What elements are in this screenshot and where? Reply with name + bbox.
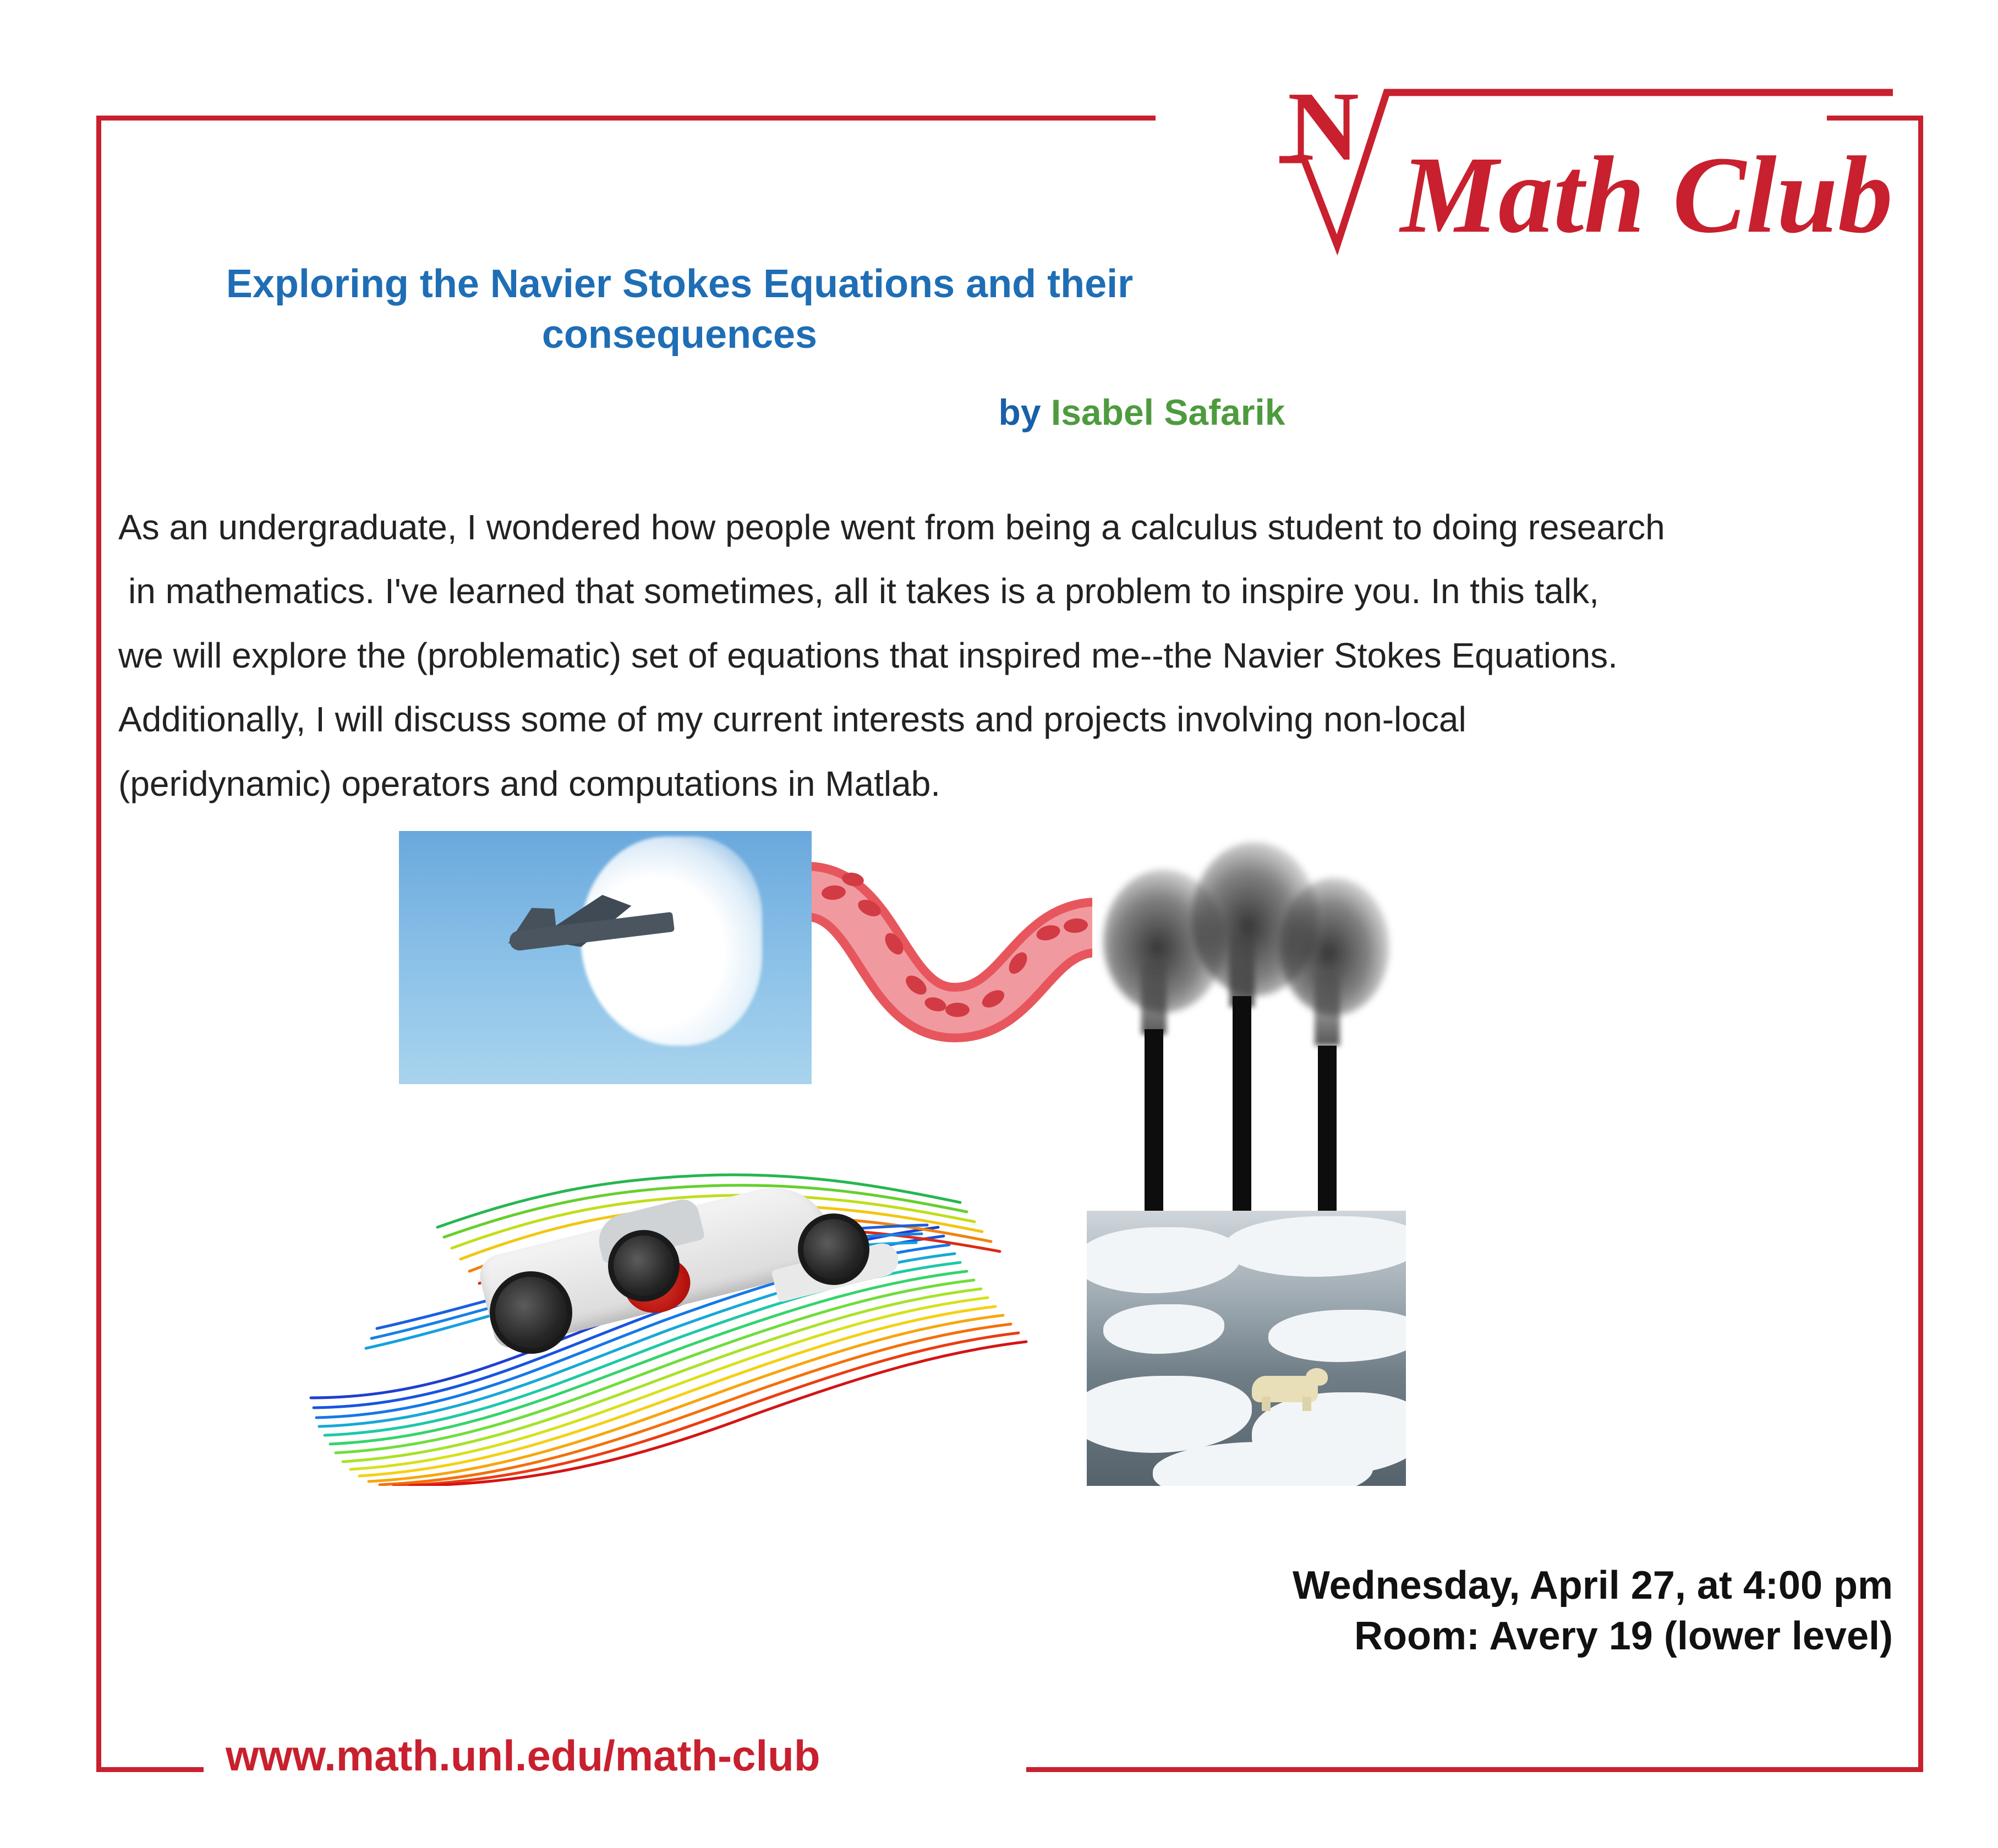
chimney-shape (1145, 1029, 1163, 1211)
logo-wordmark: Math Club (1400, 134, 1893, 256)
cfd-car-image (300, 1090, 1087, 1486)
math-club-url[interactable]: www.math.unl.edu/math-club (226, 1731, 820, 1780)
ice-floe-shape (1268, 1310, 1406, 1362)
ice-floe-shape (1224, 1216, 1406, 1277)
smokestacks-image (1092, 831, 1406, 1211)
chimney-shape (1233, 996, 1251, 1211)
blood-vessel-image (812, 831, 1092, 1084)
ice-floe-shape (1087, 1227, 1241, 1293)
event-location: Room: Avery 19 (lower level) (1354, 1614, 1893, 1659)
talk-title: Exploring the Navier Stokes Equations and their consequences (226, 262, 1134, 357)
abstract-line: (peridynamic) operators and computations in Matlab. (118, 763, 941, 803)
border-left (96, 116, 101, 1772)
car-wheel-shape (608, 1230, 680, 1302)
polar-bear-leg-shape (1302, 1397, 1311, 1411)
logo-letter-n: N (1288, 72, 1357, 181)
byline-by-word: by (998, 392, 1041, 433)
poster-flyer (96, 72, 1923, 1780)
byline (757, 391, 1527, 434)
car-wheel-shape (490, 1271, 572, 1354)
math-club-logo (1260, 72, 1909, 259)
abstract-line: Additionally, I will discuss some of my current interests and projects involving non-local (118, 699, 1466, 740)
border-bottom-left (96, 1767, 204, 1772)
smoke-column-shape (1141, 963, 1167, 1035)
abstract-line: in mathematics. I've learned that sometimes, all it takes is a problem to inspire you. In this talk, (128, 571, 1599, 611)
border-right (1918, 116, 1923, 1772)
border-bottom-right (1026, 1767, 1923, 1772)
ice-floe-shape (1087, 1376, 1252, 1453)
border-top-left (96, 116, 1156, 121)
speaker-name: Isabel Safarik (1050, 392, 1285, 433)
smoke-column-shape (1315, 974, 1340, 1046)
chimney-shape (1318, 1046, 1337, 1211)
vapor-cone-shape (581, 836, 762, 1046)
polar-bear-head-shape (1306, 1368, 1328, 1386)
polar-bear-ice-image (1087, 1211, 1406, 1486)
event-details (1293, 1560, 1893, 1661)
abstract-line: we will explore the (problematic) set of equations that inspired me--the Navier Stokes Equations. (118, 635, 1618, 675)
jet-sonic-boom-image (399, 831, 812, 1084)
polar-bear-leg-shape (1262, 1397, 1271, 1411)
image-collage (300, 831, 1406, 1486)
abstract-line: As an undergraduate, I wondered how people went from being a calculus student to doing research (118, 507, 1665, 547)
car-wheel-shape (798, 1213, 869, 1285)
abstract-text (118, 495, 1901, 816)
event-datetime: Wednesday, April 27, at 4:00 pm (1292, 1563, 1893, 1608)
vessel-illustration (812, 831, 1092, 1084)
ice-floe-shape (1103, 1304, 1224, 1354)
